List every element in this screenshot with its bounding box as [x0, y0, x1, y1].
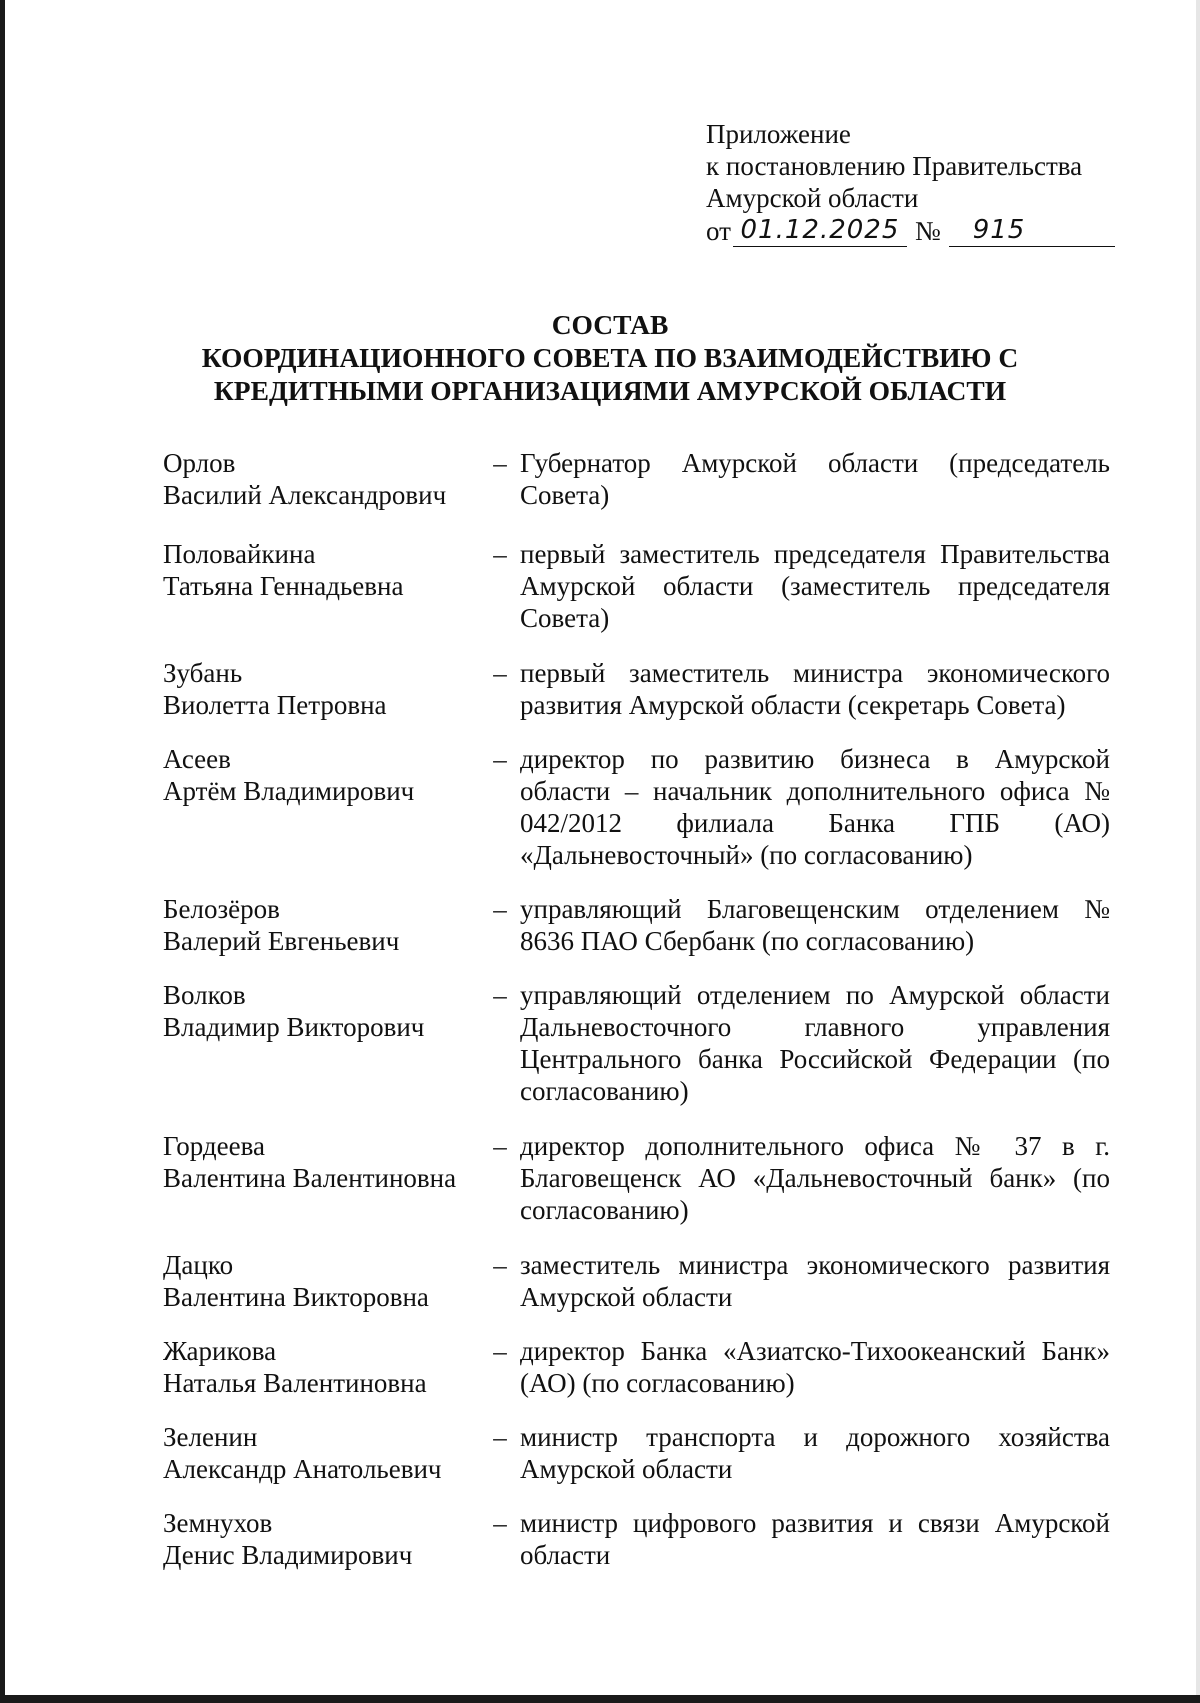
scan-edge-right [1196, 0, 1200, 1703]
member-name [163, 1249, 480, 1313]
member-dash: – [493, 539, 507, 569]
member-row [163, 1249, 1113, 1313]
member-role: Губернатор Амурской области (председатель Совета) [520, 448, 1110, 510]
appendix-line-1: Приложение [706, 119, 851, 149]
resolution-date-number [706, 214, 1115, 247]
member-given-names: Василий Александрович [163, 480, 447, 510]
member-role: министр цифрового развития и связи Амурской области [520, 1508, 1110, 1570]
member-row [163, 657, 1113, 721]
member-row [163, 893, 1113, 957]
member-surname: Белозёров [163, 894, 280, 924]
appendix-line-2: к постановлению Правительства [706, 151, 1083, 181]
member-name [163, 657, 480, 721]
member-name [163, 447, 480, 511]
title-line-2: КООРДИНАЦИОННОГО СОВЕТА ПО ВЗАИМОДЕЙСТВИЮ С [201, 342, 1019, 373]
member-role: первый заместитель председателя Правительства Амурской области (заместитель председателя Совета) [520, 539, 1110, 633]
handwritten-date: 01.12.2025 [733, 214, 907, 247]
member-given-names: Виолетта Петровна [163, 690, 387, 720]
member-given-names: Владимир Викторович [163, 1012, 425, 1042]
member-name [163, 893, 480, 957]
member-row [163, 447, 1113, 511]
member-row [163, 538, 1113, 634]
member-row [163, 979, 1113, 1107]
member-surname: Дацко [163, 1250, 234, 1280]
member-dash: – [493, 658, 507, 688]
member-role: заместитель министра экономического развития Амурской области [520, 1250, 1110, 1312]
member-given-names: Наталья Валентиновна [163, 1368, 427, 1398]
scan-edge-bottom [0, 1695, 1200, 1703]
member-given-names: Татьяна Геннадьевна [163, 571, 404, 601]
member-dash: – [493, 980, 507, 1010]
member-role: первый заместитель министра экономического развития Амурской области (секретарь Совета) [520, 658, 1110, 720]
member-surname: Жарикова [163, 1336, 277, 1366]
member-row [163, 1421, 1113, 1485]
member-surname: Половайкина [163, 539, 316, 569]
member-dash: – [493, 1508, 507, 1538]
member-dash: – [493, 1131, 507, 1161]
handwritten-number: 915 [949, 214, 1115, 247]
member-given-names: Артём Владимирович [163, 776, 415, 806]
appendix-line-3: Амурской области [706, 183, 919, 213]
member-surname: Зеленин [163, 1422, 258, 1452]
title-line-3: КРЕДИТНЫМИ ОРГАНИЗАЦИЯМИ АМУРСКОЙ ОБЛАСТИ [213, 375, 1007, 406]
member-dash: – [493, 744, 507, 774]
member-given-names: Валентина Валентиновна [163, 1163, 457, 1193]
member-surname: Асеев [163, 744, 231, 774]
member-surname: Орлов [163, 448, 236, 478]
appendix-header [706, 118, 1115, 247]
member-dash: – [493, 894, 507, 924]
member-role: управляющий отделением по Амурской области Дальневосточного главного управления Центрального банка Российской Федерации (по согласованию) [520, 980, 1110, 1106]
member-given-names: Александр Анатольевич [163, 1454, 442, 1484]
document-title [150, 308, 1070, 407]
member-role: министр транспорта и дорожного хозяйства Амурской области [520, 1422, 1110, 1484]
member-row [163, 743, 1113, 871]
member-name [163, 743, 480, 807]
member-role: управляющий Благовещенским отделением № 8636 ПАО Сбербанк (по согласованию) [520, 894, 1110, 956]
member-surname: Зубань [163, 658, 243, 688]
member-dash: – [493, 448, 507, 478]
member-dash: – [493, 1422, 507, 1452]
member-role: директор Банка «Азиатско-Тихоокеанский Банк» (АО) (по согласованию) [520, 1336, 1110, 1398]
member-surname: Гордеева [163, 1131, 265, 1161]
member-dash: – [493, 1336, 507, 1366]
member-name [163, 979, 480, 1043]
member-dash: – [493, 1250, 507, 1280]
member-name [163, 1507, 480, 1571]
member-role: директор по развитию бизнеса в Амурской области – начальник дополнительного офиса № 042/2012 филиала Банка ГПБ (АО) «Дальневосточный» (по согласованию) [520, 744, 1110, 870]
member-name [163, 1335, 480, 1399]
date-prefix: от [706, 216, 731, 246]
member-role: директор дополнительного офиса № 37 в г. Благовещенск АО «Дальневосточный банк» (по согласованию) [520, 1131, 1110, 1225]
member-name [163, 538, 480, 602]
number-sign: № [914, 216, 941, 246]
member-surname: Земнухов [163, 1508, 273, 1538]
member-row [163, 1130, 1113, 1226]
member-name [163, 1130, 480, 1194]
title-line-1: СОСТАВ [551, 309, 669, 340]
scan-edge-left [0, 0, 5, 1703]
member-row [163, 1507, 1113, 1571]
member-row [163, 1335, 1113, 1399]
member-given-names: Валентина Викторовна [163, 1282, 429, 1312]
member-surname: Волков [163, 980, 246, 1010]
members-list [163, 447, 1113, 1571]
member-given-names: Денис Владимирович [163, 1540, 413, 1570]
member-name [163, 1421, 480, 1485]
member-given-names: Валерий Евгеньевич [163, 926, 400, 956]
